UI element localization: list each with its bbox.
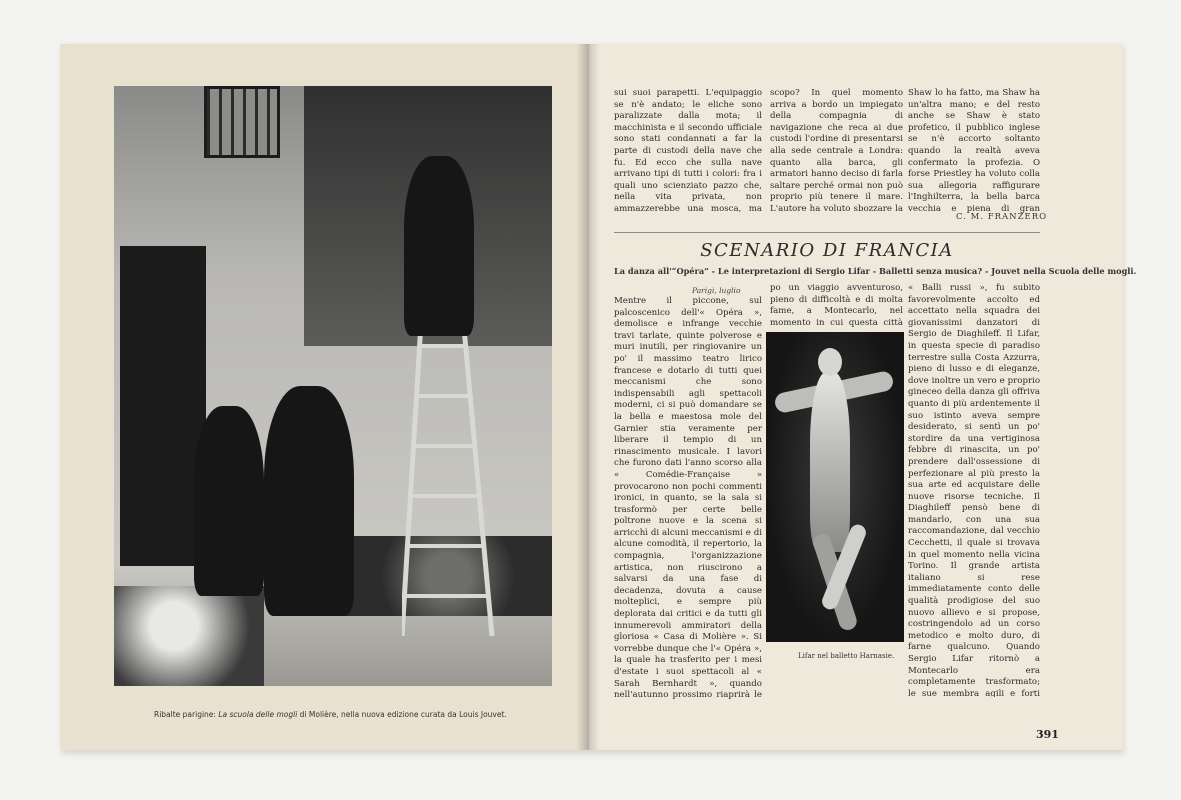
dateline: Parigi, luglio [692,286,741,295]
page-gutter [576,44,600,750]
dancer-photo-caption: Lifar nel balletto Harnasie. [798,652,895,660]
section-column-1: Mentre il piccone, sul palcoscenico dell'« Opéra », demolisce e infrange vecchie travi tarlate, quinte polverose e muri inutili, per ringiovanire un po' il massimo teatro lirico francese e dotarlo di tutti quei meccanismi che sono indispensabili agli spettacoli moderni, ci si può domandare se la bella e maestosa mole del Garnier stia veramente per liberare il tempio di un rinascimento musicale. I lavori che furono dati l'anno scorso alla « Comédie-Française » provocarono non pochi commenti ironici, in quanto, se la sala si trasformò per certe belle poltrone nuove e la scena si arricchì di alcuni meccanismi e di alcune comodità, il repertorio, la compagnia, l'organizzazione artistica, non riuscirono a salvarsi da una fase di decadenza, dovuta a cause molteplici, e sempre più deplorata dai critici e da tutti gli innumerevoli ammiratori della gloriosa « Casa di Molière ». Si vorrebbe dunque che l'« Opéra », la quale ha trasferito per i mesi d'estate i suoi spettacoli al « Sarah Bernhardt », quando nell'autunno prossimo riaprirà le [614,296,762,700]
dancer-photo [766,332,904,642]
author-signature: C. M. FRANZERO [956,212,1048,222]
photo-ladder [402,306,522,636]
photo-figure-standing [194,406,264,596]
section-column-3: « Balli russi », fu subito favorevolmente accolto ed accettato nella squadra dei giovanissimi danzatori di Sergio de Diaghileff. Il Lifar, in questa specie di paradiso terrestre sulla Costa Azzurra, pieno di lusso e di eleganze, dove inoltre un vero e proprio gineceo della danza gli offriva quanto di più ardentemente il suo istinto aveva sempre desiderato, si sentì un po' stordire da una vertiginosa febbre di rinascita, un po' prendere dall'ossessione di perfezionare al più presto la sua arte ed acquistare delle nuove risorse tecniche. Il Diaghileff pensò bene di mandarlo, con una sua raccomandazione, dal vecchio Cecchetti, il quale si trovava in quel momento nella vicina Torino. Il grande artista italiano si rese immediatamente conto delle qualità prodigiose del suo nuovo allievo e si propose, costringendolo ad un corso metodico e molto duro, di farne qualcuno. Quando Sergio Lifar ritornò a Montecarlo era completamente trasformato; le sue membra agili e forti [908,283,1040,697]
section-divider [614,232,1040,233]
section-title: SCENARIO DI FRANCIA [700,240,954,261]
stage-photo-caption [154,710,507,719]
section-column-2: po un viaggio avventuroso, pieno di difficoltà e di molta fame, a Montecarlo, nel momento in cui questa città [770,283,903,328]
article-column-2: scopo? In quel momento arriva a bordo un impiegato della compagnia di navigazione che reca ai due custodi l'ordine di presentarsi alla sede centrale a Londra: quanto alla barca, gli armatori hanno deciso di farla saltare perché ormai non può proprio più tenere il mare. L'autore ha voluto sbozzare la [770,88,903,214]
photo-figure-ladder [404,156,474,336]
dancer-head [818,348,842,376]
caption-title: La scuola delle mogli [218,710,298,719]
photo-window [204,86,280,158]
article-column-3: Shaw lo ha fatto, ma Shaw ha un'altra mano; e del resto anche se Shaw è stato profetico, il pubblico inglese se n'è accorto soltanto quando la realtà aveva confermato la profezia. O forse Priestley ha voluto colla sua allegoria raffigurare l'Inghilterra, la bella barca vecchia e piena di gran [908,88,1040,214]
photo-figure-seated [264,386,354,616]
caption-suffix: di Molière, nella nuova edizione curata da Louis Jouvet. [297,710,507,719]
stage-photo [114,86,552,686]
caption-prefix: Ribalte parigine: [154,710,219,719]
photo-flowerbed [114,586,264,686]
section-subtitle: La danza all'“Opéra” - Le interpretazioni di Sergio Lifar - Balletti senza musica? - Jouvet nella Scuola delle mogli. [614,266,1137,276]
dancer-body [810,372,850,552]
page-number: 391 [1036,728,1059,741]
article-column-1: sui suoi parapetti. L'equipaggio se n'è andato; le eliche sono paralizzate dalla mota; il macchinista e il secondo ufficiale sono stati condannati a far la parte di custodi della nave che fu. Ed ecco che sulla nave arrivano tipi di tutti i colori: fra i quali uno scienziato pazzo che, nella vita privata, non ammazzerebbe una mosca, ma [614,88,762,214]
